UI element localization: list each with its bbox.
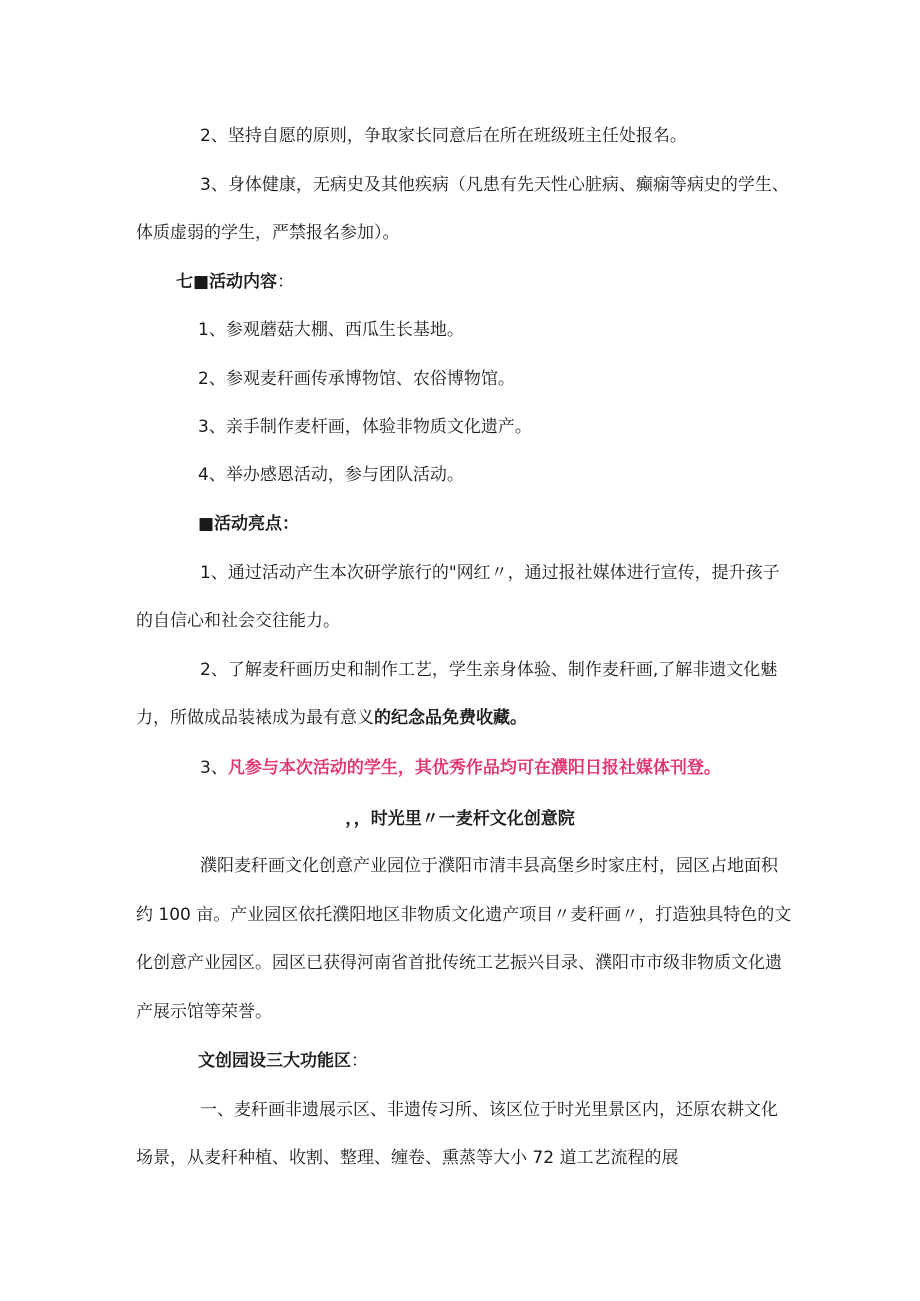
activity-item-2: 2、参观麦秆画传承博物馆、农俗博物馆。	[198, 369, 515, 389]
highlight-item-2-bold-text: 的纪念品免费收藏。	[374, 708, 527, 728]
highlight-item-1-line2: 的自信心和社会交往能力。	[136, 611, 340, 631]
zone-1-line2: 场景，从麦秆种植、收割、整理、缠卷、熏蒸等大小 72 道工艺流程的展	[136, 1148, 679, 1168]
zones-heading	[198, 1049, 368, 1073]
activity-heading-colon: ：	[277, 272, 295, 292]
activity-item-3: 3、亲手制作麦杆画，体验非物质文化遗产。	[198, 417, 532, 437]
zones-heading-colon: ：	[351, 1051, 368, 1071]
activity-heading-label: 七■活动内容	[176, 272, 278, 292]
section-paragraph-line4: 产展示馆等荣誉。	[136, 1002, 272, 1022]
requirement-item-3-line2: 体质虚弱的学生，严禁报名参加）。	[136, 223, 400, 243]
requirement-item-2: 2、坚持自愿的原则，争取家长同意后在所在班级班主任处报名。	[200, 126, 687, 146]
section-paragraph-line2: 约 100 亩。产业园区依托濮阳地区非物质文化遗产项目〃麦秆画〃，打造独具特色的文	[136, 905, 792, 925]
activity-item-1: 1、参观蘑菇大棚、西瓜生长基地。	[198, 320, 464, 340]
requirement-item-3-line1: 3、身体健康，无病史及其他疾病（凡患有先天性心脏病、癫痫等病史的学生、	[200, 175, 789, 195]
highlight-item-3-prefix: 3、	[200, 758, 228, 778]
highlights-heading: ■活动亮点：	[198, 514, 300, 534]
highlight-item-2-text: 力，所做成品装裱成为最有意义	[136, 708, 374, 728]
section-paragraph-line1: 濮阳麦秆画文化创意产业园位于濮阳市清丰县高堡乡时家庄村，园区占地面积	[200, 856, 778, 876]
highlight-item-3	[200, 756, 721, 780]
activity-item-4: 4、举办感恩活动，参与团队活动。	[198, 465, 464, 485]
highlight-item-2-line2	[136, 706, 527, 730]
zones-heading-label: 文创园设三大功能区	[198, 1051, 351, 1071]
highlight-item-3-text: 凡参与本次活动的学生，其优秀作品均可在濮阳日报社媒体刊登。	[227, 758, 721, 778]
section-paragraph-line3: 化创意产业园区。园区已获得河南省首批传统工艺振兴目录、濮阳市市级非物质文化遗	[136, 953, 782, 973]
highlight-item-2-line1: 2、了解麦秆画历史和制作工艺，学生亲身体验、制作麦秆画,了解非遗文化魅	[200, 660, 778, 680]
zone-1-line1: 一、麦秆画非遗展示区、非遗传习所、该区位于时光里景区内，还原农耕文化	[200, 1100, 778, 1120]
highlight-item-1-line1: 1、通过活动产生本次研学旅行的"网红〃，通过报社媒体进行宣传，提升孩子	[200, 563, 780, 583]
section-title: ，，时光里〃一麦杆文化创意院	[345, 809, 575, 829]
activity-heading	[176, 270, 294, 294]
